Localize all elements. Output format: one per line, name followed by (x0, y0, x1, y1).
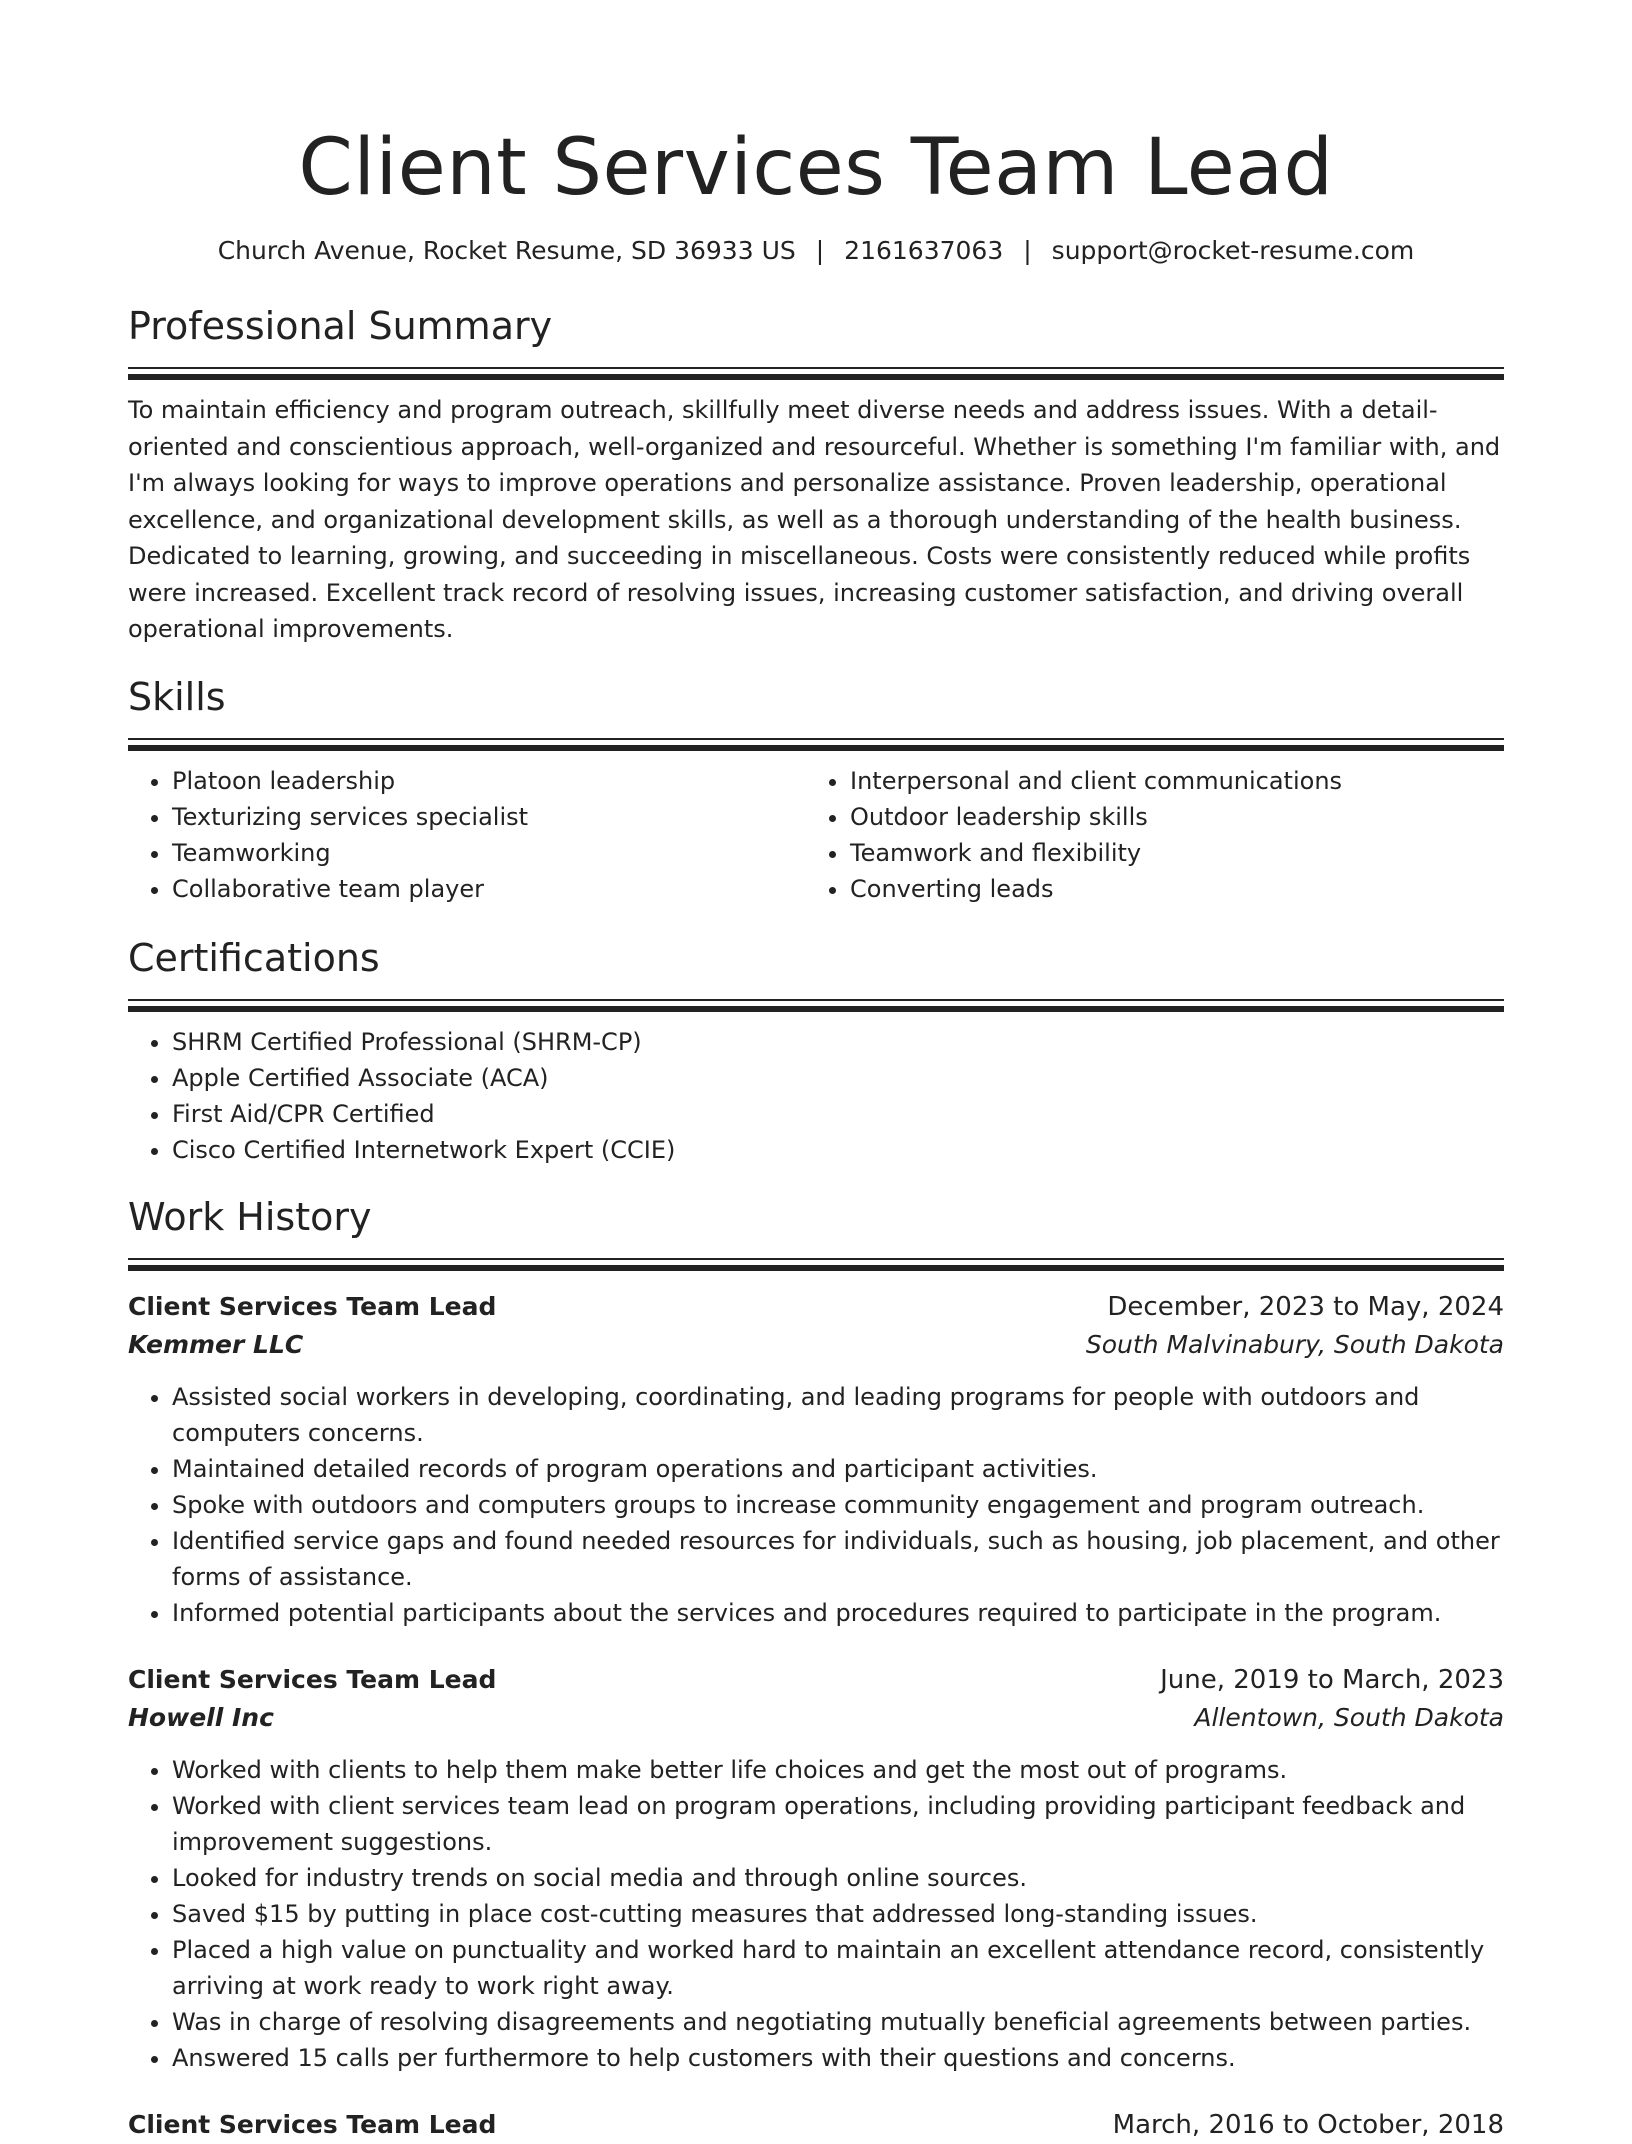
job-entry (128, 1288, 1504, 1631)
skills-section (128, 672, 1504, 907)
job-title: Client Services Team Lead (128, 1664, 497, 1694)
job-bullet: • Worked with client services team lead on program operations, including providing participant feedback and improvement suggestions. (172, 1788, 1504, 1860)
contact-phone: 2161637063 (844, 236, 1004, 265)
skill-item: • Platoon leadership (172, 763, 806, 799)
job-subheader (128, 1326, 1504, 1364)
certifications-section (128, 933, 1504, 1168)
skill-item: • Collaborative team player (172, 871, 806, 907)
certifications-list (128, 1024, 1504, 1168)
job-dates: June, 2019 to March, 2023 (1160, 1664, 1504, 1695)
section-divider (128, 1258, 1504, 1271)
job-entry (128, 2106, 1504, 2144)
section-title-certifications: Certifications (128, 935, 380, 980)
job-location: South Malvinabury, South Dakota (1085, 1329, 1504, 1359)
job-bullet: • Maintained detailed records of program operations and participant activities. (172, 1451, 1504, 1487)
skills-grid (128, 763, 1504, 907)
section-divider (128, 738, 1504, 751)
job-company: Howell Inc (128, 1702, 274, 1732)
skills-list-right (806, 763, 1484, 907)
skill-item: • Teamwork and flexibility (850, 835, 1484, 871)
skills-column-right (806, 763, 1484, 907)
job-subheader (128, 1699, 1504, 1737)
section-divider (128, 999, 1504, 1012)
section-divider (128, 367, 1504, 380)
job-bullet: • Worked with clients to help them make better life choices and get the most out of programs. (172, 1752, 1504, 1788)
job-header (128, 2106, 1504, 2144)
section-title-skills: Skills (128, 674, 226, 719)
job-entry (128, 1661, 1504, 2076)
skill-item: • Teamworking (172, 835, 806, 871)
contact-separator: | (815, 236, 825, 265)
job-bullet: • Informed potential participants about the services and procedures required to participate in the program. (172, 1595, 1504, 1631)
skill-item: • Interpersonal and client communications (850, 763, 1484, 799)
job-bullet-list (128, 1752, 1504, 2076)
job-bullet: • Saved $15 by putting in place cost-cutting measures that addressed long-standing issues. (172, 1896, 1504, 1932)
job-location: Allentown, South Dakota (1194, 1702, 1504, 1732)
certification-item: • First Aid/CPR Certified (172, 1096, 1504, 1132)
summary-paragraph: To maintain efficiency and program outreach, skillfully meet diverse needs and address issues. With a detail-oriented and conscientious approach, well-organized and resourceful. Whether is something I'm familiar with, and I'm always looking for ways to improve operations and personalize assistance. Proven leadership, operational excellence, and organizational development skills, as well as a thorough understanding of the health business. Dedicated to learning, growing, and succeeding in miscellaneous. Costs were consistently reduced while profits were increased. Excellent track record of resolving issues, increasing customer satisfaction, and driving overall operational improvements. (128, 396, 1501, 643)
resume-name: Client Services Team Lead (298, 123, 1334, 213)
job-bullet: • Identified service gaps and found needed resources for individuals, such as housing, job placement, and other forms of assistance. (172, 1523, 1504, 1595)
job-title: Client Services Team Lead (128, 1291, 497, 1321)
job-bullet: • Placed a high value on punctuality and worked hard to maintain an excellent attendance record, consistently arriving at work ready to work right away. (172, 1932, 1504, 2004)
job-header (128, 1288, 1504, 1326)
section-title-work-history: Work History (128, 1194, 372, 1239)
skill-item: • Texturizing services specialist (172, 799, 806, 835)
job-company: Kemmer LLC (128, 1329, 304, 1359)
skill-item: • Converting leads (850, 871, 1484, 907)
job-bullet-list (128, 1379, 1504, 1631)
contact-address: Church Avenue, Rocket Resume, SD 36933 US (217, 236, 796, 265)
summary-section (128, 301, 1504, 648)
job-title: Client Services Team Lead (128, 2109, 497, 2139)
contact-email: support@rocket-resume.com (1051, 236, 1415, 265)
resume-page (128, 0, 1504, 2144)
job-header (128, 1661, 1504, 1699)
certification-item: • SHRM Certified Professional (SHRM-CP) (172, 1024, 1504, 1060)
skill-item: • Outdoor leadership skills (850, 799, 1484, 835)
contact-separator: | (1023, 236, 1032, 265)
job-bullet: • Spoke with outdoors and computers groups to increase community engagement and program outreach. (172, 1487, 1504, 1523)
job-bullet: • Assisted social workers in developing, coordinating, and leading programs for people with outdoors and computers concerns. (172, 1379, 1504, 1451)
job-dates: December, 2023 to May, 2024 (1107, 1291, 1504, 1322)
job-bullet: • Looked for industry trends on social media and through online sources. (172, 1860, 1504, 1896)
job-bullet: • Was in charge of resolving disagreements and negotiating mutually beneficial agreements between parties. (172, 2004, 1504, 2040)
certification-item: • Apple Certified Associate (ACA) (172, 1060, 1504, 1096)
certification-item: • Cisco Certified Internetwork Expert (CCIE) (172, 1132, 1504, 1168)
job-bullet: • Answered 15 calls per furthermore to help customers with their questions and concerns. (172, 2040, 1504, 2076)
contact-line (128, 234, 1504, 268)
work-history-section (128, 1192, 1504, 2144)
skills-column-left (128, 763, 806, 907)
section-title-summary: Professional Summary (128, 304, 553, 348)
job-dates: March, 2016 to October, 2018 (1112, 2109, 1504, 2140)
skills-list-left (128, 763, 806, 907)
